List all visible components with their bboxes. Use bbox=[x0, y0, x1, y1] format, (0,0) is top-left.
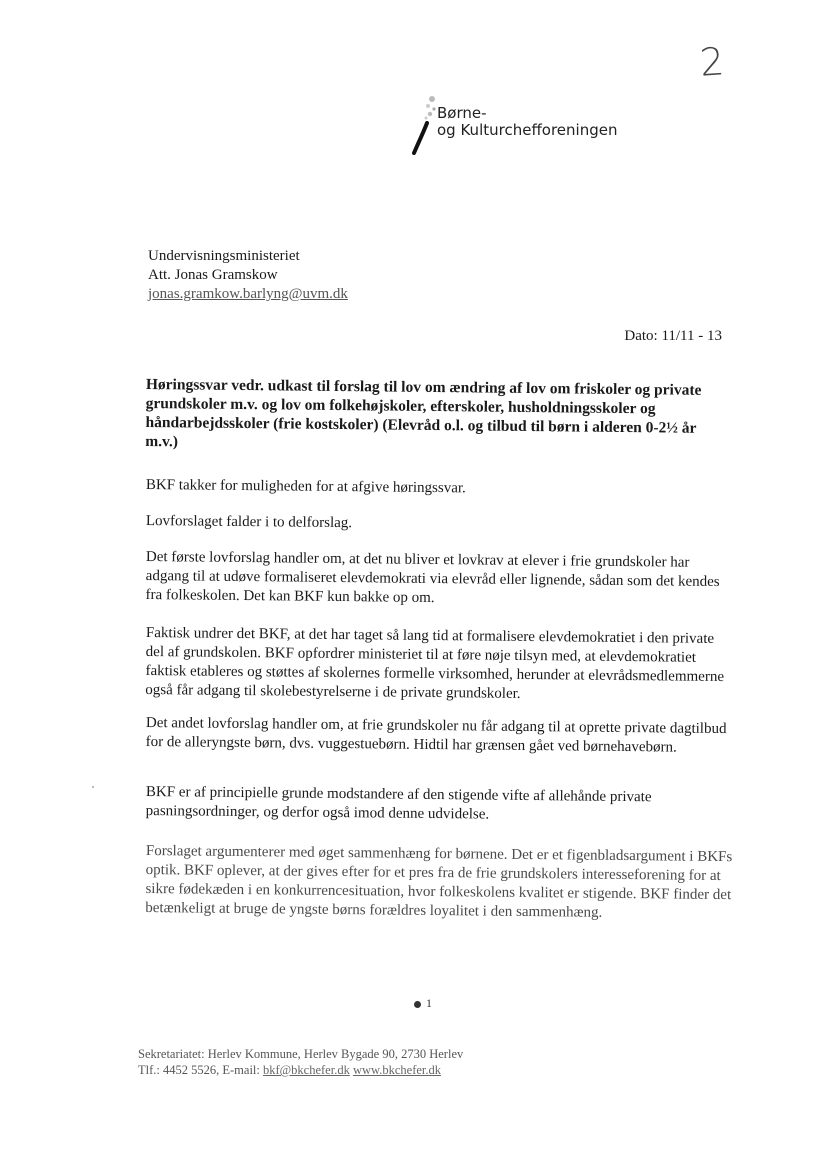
scan-speck bbox=[92, 786, 94, 788]
recipient-block bbox=[148, 247, 348, 304]
footer-phone: Tlf.: 4452 5526, E-mail: bbox=[138, 1063, 263, 1077]
bullet-icon bbox=[414, 1001, 421, 1008]
letter-date: Dato: 11/11 - 13 bbox=[624, 328, 722, 344]
paragraph-2: Lovforslaget falder i to delforslag. bbox=[145, 512, 353, 532]
footer-contact bbox=[138, 1062, 463, 1078]
paragraph-5: Det andet lovforslag handler om, at frie grundskoler nu får adgang til at oprette private dagtilbud for de alleryngste børn, dvs. vuggestuebørn. Hidtil har grænsen gået ved børnehavebørn. bbox=[145, 714, 727, 756]
paragraph-1: BKF takker for muligheden for at afgive høringssvar. bbox=[145, 476, 466, 497]
paragraph-7: Forslaget argumenterer med øget sammenhæng for børnene. Det er et figenbladsargument i BKFs optik. BKF oplever, at der gives efter for et pres fra de frie grundskolers interesseforening for at sikre fødekæden i en konkurrencesituation, hvor folkeskolens kvalitet er stigende. BKF finder det betænkeligt at bruge de yngste børns forældres loyalitet i den sammenhæng. bbox=[145, 842, 733, 921]
handwritten-page-number: 2 bbox=[698, 39, 726, 85]
logo-figure-icon bbox=[410, 95, 440, 157]
footer-website-link[interactable]: www.bkchefer.dk bbox=[352, 1063, 442, 1077]
page-marker-number: 1 bbox=[426, 996, 432, 1010]
paragraph-6: BKF er af principielle grunde modstandere af den stigende vifte af allehånde private pasningsordninger, og derfor også imod denne udvidelse. bbox=[145, 783, 652, 823]
recipient-attention: Att. Jonas Gramskow bbox=[148, 267, 278, 283]
recipient-email[interactable]: jonas.gramkow.barlyng@uvm.dk bbox=[148, 286, 348, 302]
logo-text bbox=[437, 105, 617, 139]
paragraph-4: Faktisk undrer det BKF, at det har taget så lang tid at formalisere elevdemokratiet i den private del af grundskolen. BKF opfordrer ministeriet til at føre nøje tilsyn med, at elevdemokratiet faktisk etableres og støttes af skolernes formelle virksomhed, herunder at elevrådsmedlemmerne også får adgang til skolebestyrelserne i de private grundskoler. bbox=[145, 624, 725, 702]
letter-subject: Høringssvar vedr. udkast til forslag til lov om ændring af lov om friskoler og private grundskoler m.v. og lov om folkehøjskoler, efterskoler, husholdningsskoler og håndarbejdsskoler (frie kostskoler) (Elevråd o.l. og tilbud til børn i alderen 0-2½ år m.v.) bbox=[145, 375, 702, 451]
footer-email-link[interactable]: bkf@bkchefer.dk bbox=[262, 1063, 350, 1077]
organization-logo bbox=[410, 95, 670, 165]
letter-footer bbox=[138, 1046, 463, 1078]
paragraph-3: Det første lovforslag handler om, at det nu bliver et lovkrav at elever i frie grundskoler har adgang til at udøve formaliseret elevdemokrati via elevråd eller lignende, sådan som det kendes fra folkeskolen. Det kan BKF kun bakke op om. bbox=[145, 548, 720, 607]
logo-line-2: og Kulturchefforeningen bbox=[437, 121, 618, 139]
page-marker bbox=[414, 996, 432, 1011]
recipient-name: Undervisningsministeriet bbox=[148, 248, 300, 264]
logo-line-1: Børne- bbox=[437, 104, 487, 122]
footer-address: Sekretariatet: Herlev Kommune, Herlev Bygade 90, 2730 Herlev bbox=[138, 1047, 464, 1061]
